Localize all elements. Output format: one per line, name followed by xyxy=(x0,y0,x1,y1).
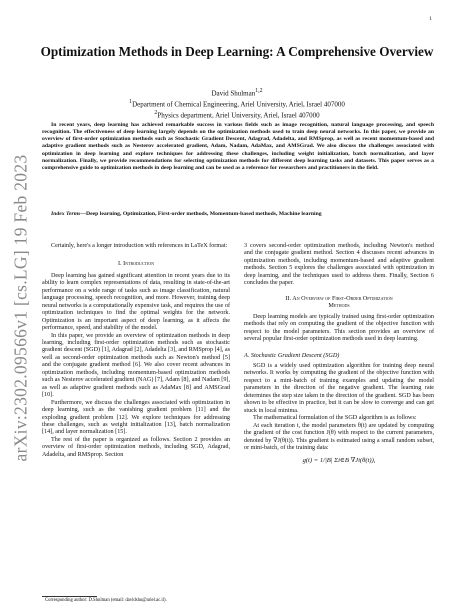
affiliation-1 xyxy=(40,98,434,109)
arxiv-stamp-text: arXiv:2302.09566v1 [cs.LG] 19 Feb 2023 xyxy=(10,154,31,462)
author-affiliation-marks: 1,2 xyxy=(255,88,263,94)
subsection-heading-sgd: A. Stochastic Gradient Descent (SGD) xyxy=(244,351,340,359)
index-terms-text: —Deep learning, Optimization, First-order methods, Momentum-based methods, Machine learning xyxy=(80,211,322,217)
intro-paragraph-2: In this paper, we provide an overview of optimization methods in deep learning, including first-order optimization methods such as stochastic gradient descent (SGD) [1], Adagrad [2], Adadelta [3], and RMSprop [4], as well as second-order optimization methods such as Newton's method [5] and the conjugate gradient method [6]. We also cover recent advances in optimization methods, including momentum-based optimization methods such as Nesterov accelerated gradient (NAG) [7], Adam [8], and Nadam [9], as well as adaptive gradient methods such as AdaMax [8] and AMSGrad [10]. xyxy=(42,332,230,399)
left-column xyxy=(42,243,230,459)
intro-note: Certainly, here's a longer introduction with references in LaTeX format: xyxy=(51,243,228,249)
right-column xyxy=(244,243,434,465)
affiliation-2-mark: 2 xyxy=(154,109,158,116)
affiliation-2 xyxy=(40,109,434,120)
page-number: 1 xyxy=(429,16,432,22)
intro-paragraph-4: The rest of the paper is organized as follows. Section 2 provides an overview of first-order optimization methods, including SGD, Adagrad, Adadelta, and RMSprop. Section xyxy=(42,436,230,458)
affiliation-1-mark: 1 xyxy=(129,98,133,105)
section-heading-first-order-line-2: Methods xyxy=(328,302,350,310)
abstract: In recent years, deep learning has achieved remarkable success in various fields such as image recognition, natural language processing, and speech recognition. The effectiveness of deep learning largely depends on the optimization methods used to train deep neural networks. In this paper, we provide an overview of first-order optimization methods such as Stochastic Gradient Descent, Adagrad, Adadelta, and RMSprop, as well as recent momentum-based and adaptive gradient methods such as Nesterov accelerated gradient, Adam, Nadam, AdaMax, and AMSGrad. We also discuss the challenges associated with optimization in deep learning and explore techniques for addressing these challenges, including weight initialization, batch normalization, and layer normalization. Finally, we provide recommendations for selecting optimization methods for different deep learning tasks and datasets. This paper serves as a comprehensive guide to optimization methods in deep learning and can be used as a reference for researchers and practitioners in the field. xyxy=(42,122,434,171)
arxiv-stamp xyxy=(6,118,36,498)
intro-paragraph-3: Furthermore, we discuss the challenges associated with optimization in deep learning, such as the vanishing gradient problem [11] and the exploding gradient problem [12]. We explore techniques for addressing these challenges, such as weight initialization [13], batch normalization [14], and layer normalization [15]. xyxy=(42,399,230,436)
index-terms xyxy=(42,211,434,218)
author-block xyxy=(40,87,434,120)
affiliation-2-text: Physics department, Ariel University, Ariel, Israel 407000 xyxy=(157,111,320,120)
author-name: David Shulman xyxy=(211,89,256,98)
intro-paragraph-4-continued: 3 covers second-order optimization methods, including Newton's method and the conjugate gradient method. Section 4 discusses recent advances in optimization methods, including momentum-based and adaptive gradient methods. Section 5 explores the challenges associated with optimization in deep learning, and the techniques used to address them. Finally, Section 6 concludes the paper. xyxy=(244,243,434,287)
first-order-paragraph: Deep learning models are typically trained using first-order optimization methods that rely on computing the gradient of the objective function with respect to the model parameters. This section provides an overview of several popular first-order optimization methods used in deep learning. xyxy=(244,313,434,343)
author-line xyxy=(40,87,434,98)
section-heading-first-order-line-1: II. An Overview of First-Order Optimization xyxy=(285,294,393,302)
footnote: Corresponding author: D.Shulman (email: davidshu@ariel.ac.il). xyxy=(45,598,167,603)
sgd-paragraph-3: At each iteration t, the model parameters θ(t) are updated by computing the gradient of the cost function J(θ) with respect to the current parameters, denoted by ∇J(θ(t)). This gradient is estimated using a small random subset, or mini-batch, of the training data: xyxy=(244,422,434,451)
sgd-equation: g(t) = 1/|B| Σi∈B ∇Ji(θ(t)), xyxy=(302,457,376,465)
sgd-paragraph-1: SGD is a widely used optimization algorithm for training deep neural networks. It works by computing the gradient of the objective function with respect to a mini-batch of training examples and updating the model parameters in the direction of the negative gradient. The learning rate determines the step size taken in the direction of the gradient. SGD has been shown to be effective in practice, but it can be slow to converge and can get stuck in local minima. xyxy=(244,362,434,414)
footnote-rule xyxy=(42,596,97,597)
intro-paragraph-1: Deep learning has gained significant attention in recent years due to its ability to learn complex representations of data, resulting in state-of-the-art performance on a wide range of tasks such as image classification, natural language processing, speech recognition, and more. However, training deep neural networks is a computationally expensive task, and requires the use of optimization techniques to find the optimal weights for the network. Optimization is an important aspect of deep learning, as it affects the performance, speed, and stability of the model. xyxy=(42,272,230,332)
index-terms-label: Index Terms xyxy=(51,211,81,217)
affiliation-1-text: Department of Chemical Engineering, Ariel University, Ariel, Israel 407000 xyxy=(132,100,345,109)
paper-title: Optimization Methods in Deep Learning: A Comprehensive Overview xyxy=(40,44,434,59)
sgd-paragraph-2: The mathematical formulation of the SGD algorithm is as follows: xyxy=(253,415,417,422)
section-heading-introduction: I. Introduction xyxy=(117,260,155,268)
